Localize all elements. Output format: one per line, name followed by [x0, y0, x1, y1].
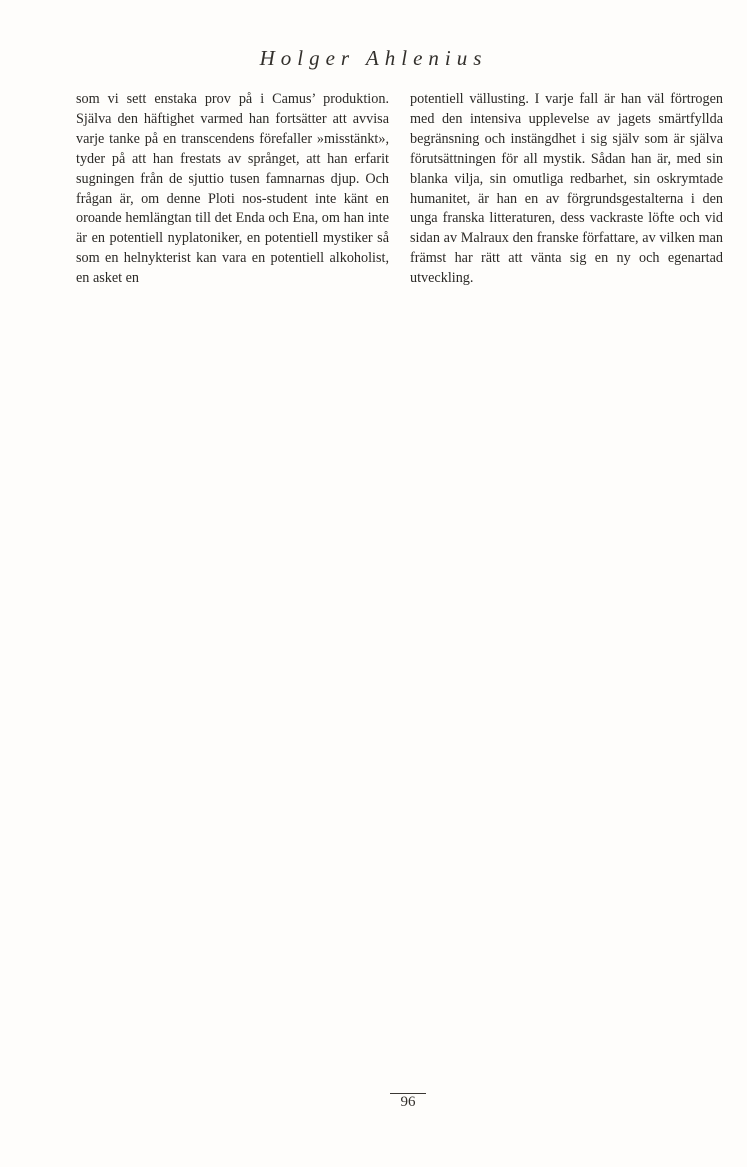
body-paragraph-left: som vi sett enstaka prov på i Camus’ produktion. Själva den häftighet varmed han fortsätter att avvisa varje tanke på en transcendens förefaller »misstänkt», tyder på att han frestats av språnget, att han erfarit sugningen från de sjuttio tusen famnarnas djup. Och frågan är, om denne Ploti nos-student inte känt en oroande hemlängtan till det Enda och Ena, om han inte är en potentiell nyplatoniker, en potentiell mystiker så som en helnykterist kan vara en potentiell alkoholist, en asket en — [76, 91, 389, 287]
page-number: 96 — [400, 1094, 416, 1110]
running-header-author: Holger Ahlenius — [259, 46, 488, 70]
text-column-right — [410, 90, 723, 289]
text-column-left — [76, 90, 389, 289]
body-paragraph-right: potentiell vällusting. I varje fall är han väl förtrogen med den intensiva upplevelse av jagets smärtfyllda begränsning och instängdhet i sig själv som är själva förutsättningen för all mystik. Sådan han är, med sin blanka vilja, sin omutliga redbarhet, sin oskrymtade humanitet, är han en av förgrundsgestalterna i den unga franska litteraturen, dess vackraste löfte och vid sidan av Malraux den franske författare, av vilken man främst har rätt att vänta sig en ny och egenartad utveckling. — [410, 91, 723, 287]
